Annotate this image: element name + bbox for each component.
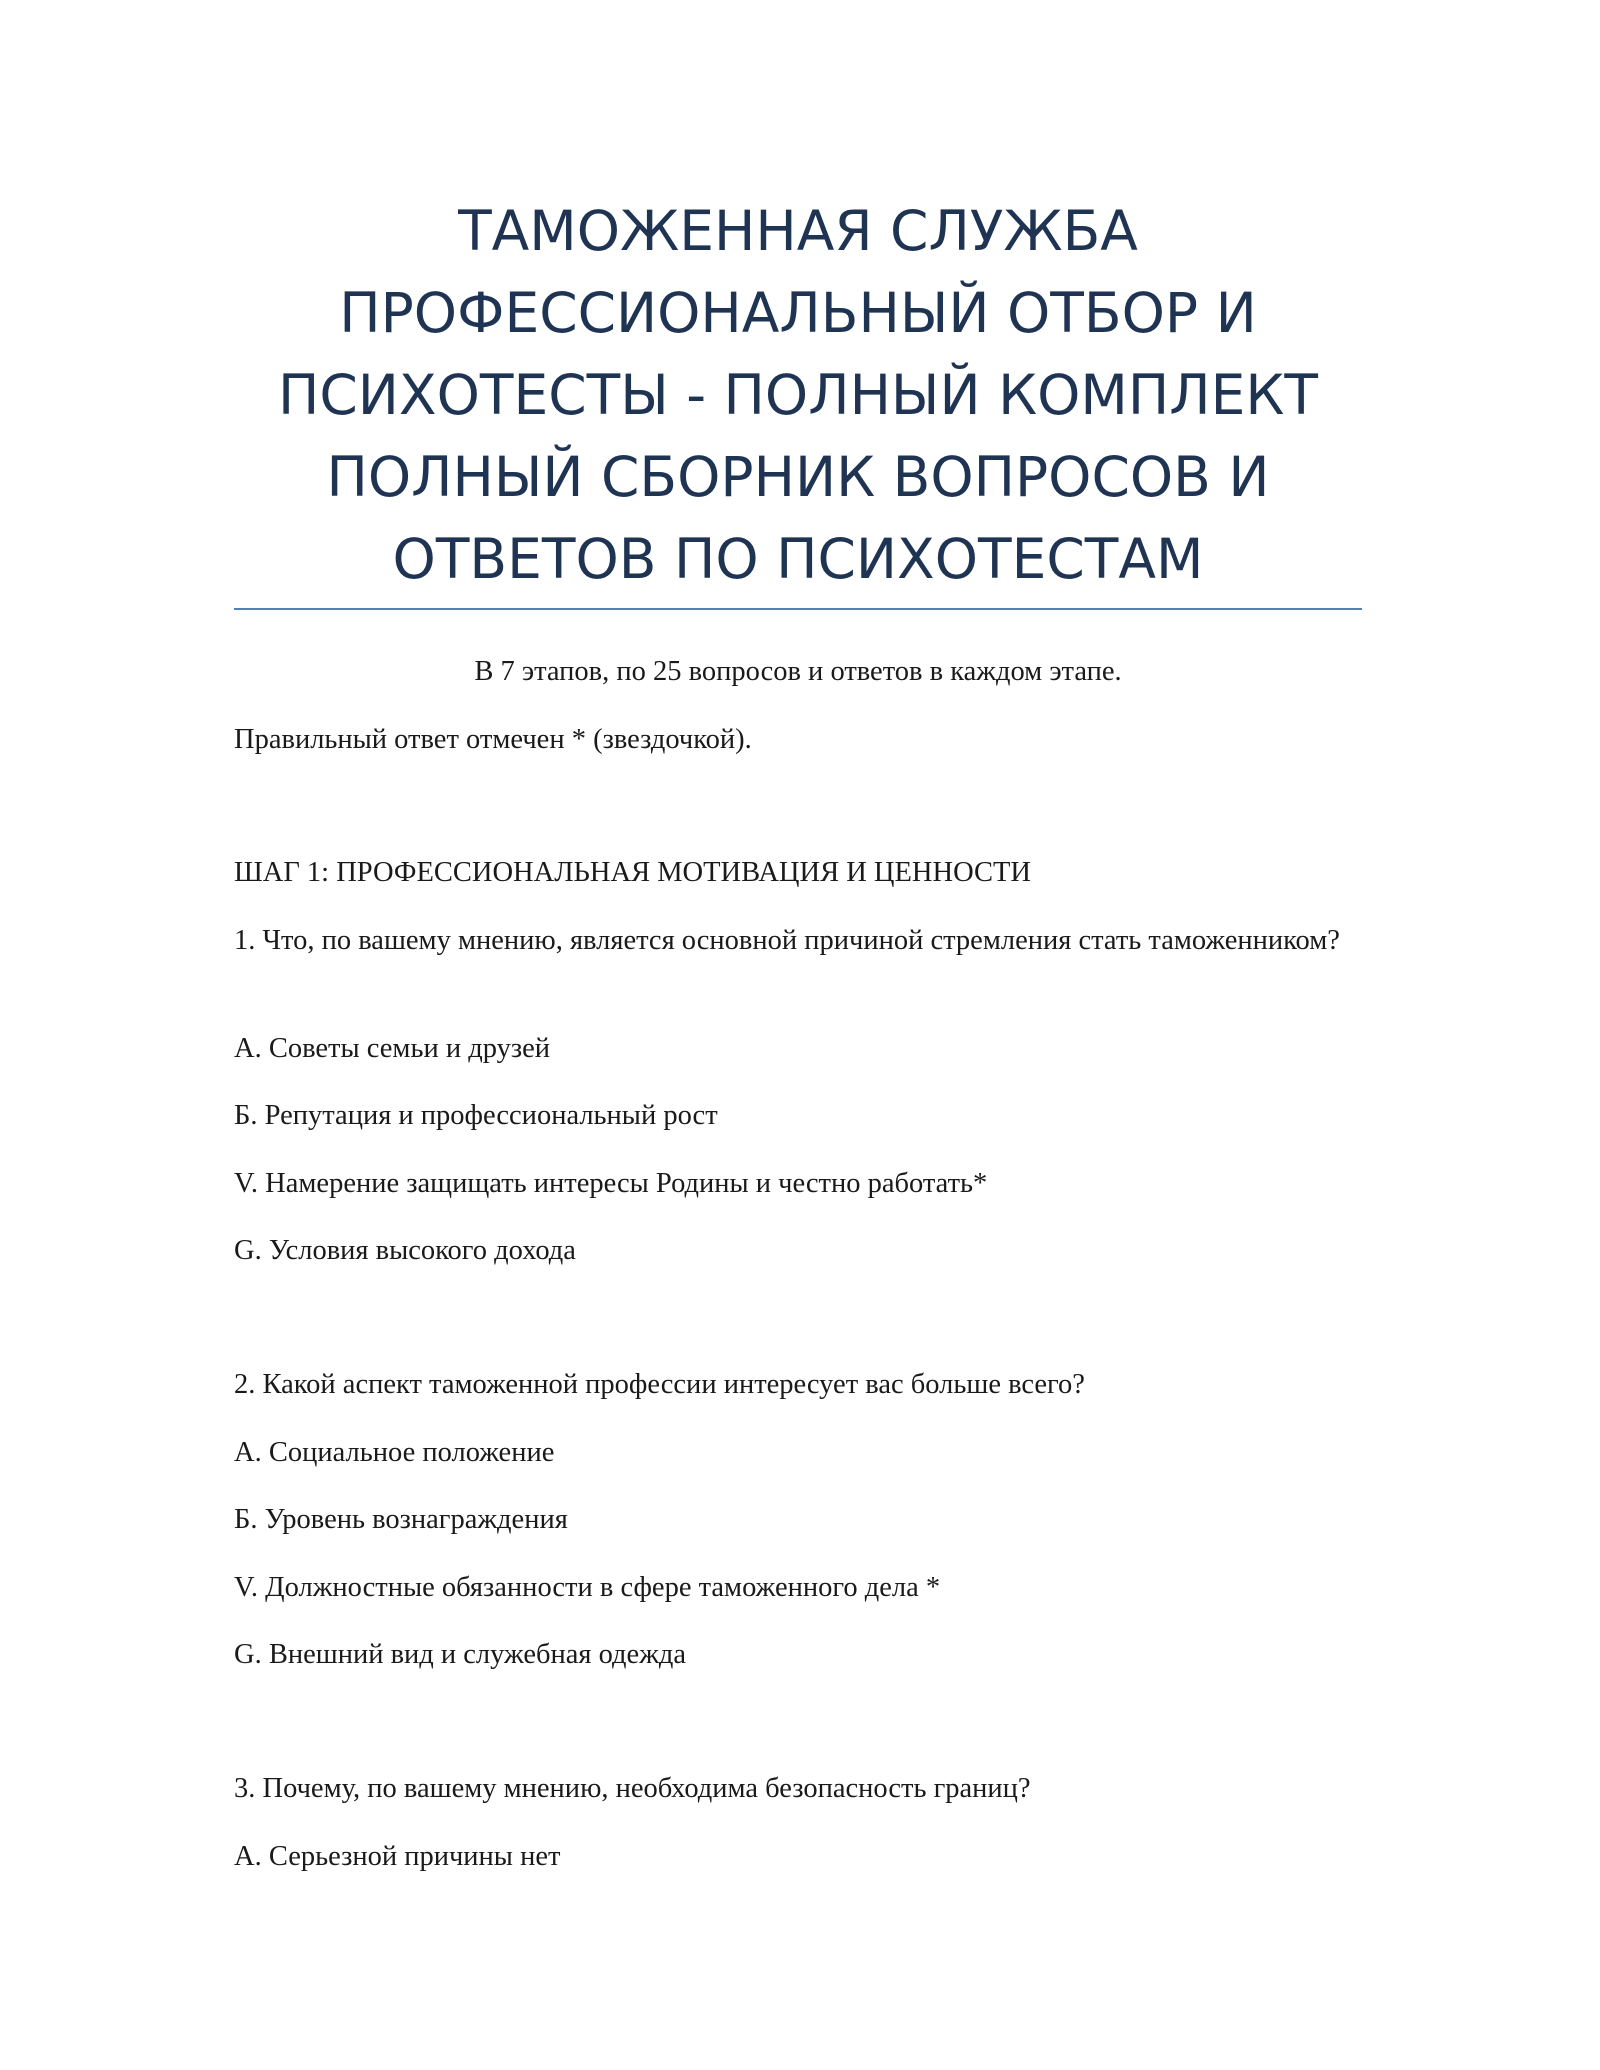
title-line: ПСИХОТЕСТЫ - ПОЛНЫЙ КОМПЛЕКТ	[278, 363, 1318, 427]
document-title	[234, 190, 1362, 600]
answer-option: G. Внешний вид и служебная одежда	[234, 1639, 687, 1670]
answer-note: Правильный ответ отмечен * (звездочкой).	[234, 724, 752, 755]
answer-option: V. Намерение защищать интересы Родины и честно работать*	[234, 1168, 988, 1199]
title-line: ПРОФЕССИОНАЛЬНЫЙ ОТБОР И	[339, 281, 1257, 345]
step-heading: ШАГ 1: ПРОФЕССИОНАЛЬНАЯ МОТИВАЦИЯ И ЦЕННОСТИ	[234, 857, 1031, 888]
answer-option: A. Социальное положение	[234, 1437, 555, 1468]
title-line: ТАМОЖЕННАЯ СЛУЖБА	[458, 199, 1138, 263]
question-text: 1. Что, по вашему мнению, является основной причиной стремления стать таможенником?	[234, 925, 1340, 956]
title-underline	[234, 608, 1362, 610]
answer-option: A. Советы семьи и друзей	[234, 1033, 550, 1064]
answer-option: Б. Уровень вознаграждения	[234, 1504, 568, 1535]
title-line: ОТВЕТОВ ПО ПСИХОТЕСТАМ	[392, 527, 1204, 591]
answer-option: V. Должностные обязанности в сфере таможенного дела *	[234, 1572, 941, 1603]
question-text: 3. Почему, по вашему мнению, необходима безопасность границ?	[234, 1773, 1031, 1804]
stages-info: В 7 этапов, по 25 вопросов и ответов в каждом этапе.	[474, 656, 1122, 687]
answer-option: G. Условия высокого дохода	[234, 1235, 576, 1266]
answer-option: A. Серьезной причины нет	[234, 1841, 561, 1872]
answer-option: Б. Репутация и профессиональный рост	[234, 1100, 718, 1131]
question-text: 2. Какой аспект таможенной профессии интересует вас больше всего?	[234, 1369, 1085, 1400]
title-line: ПОЛНЫЙ СБОРНИК ВОПРОСОВ И	[326, 445, 1270, 509]
